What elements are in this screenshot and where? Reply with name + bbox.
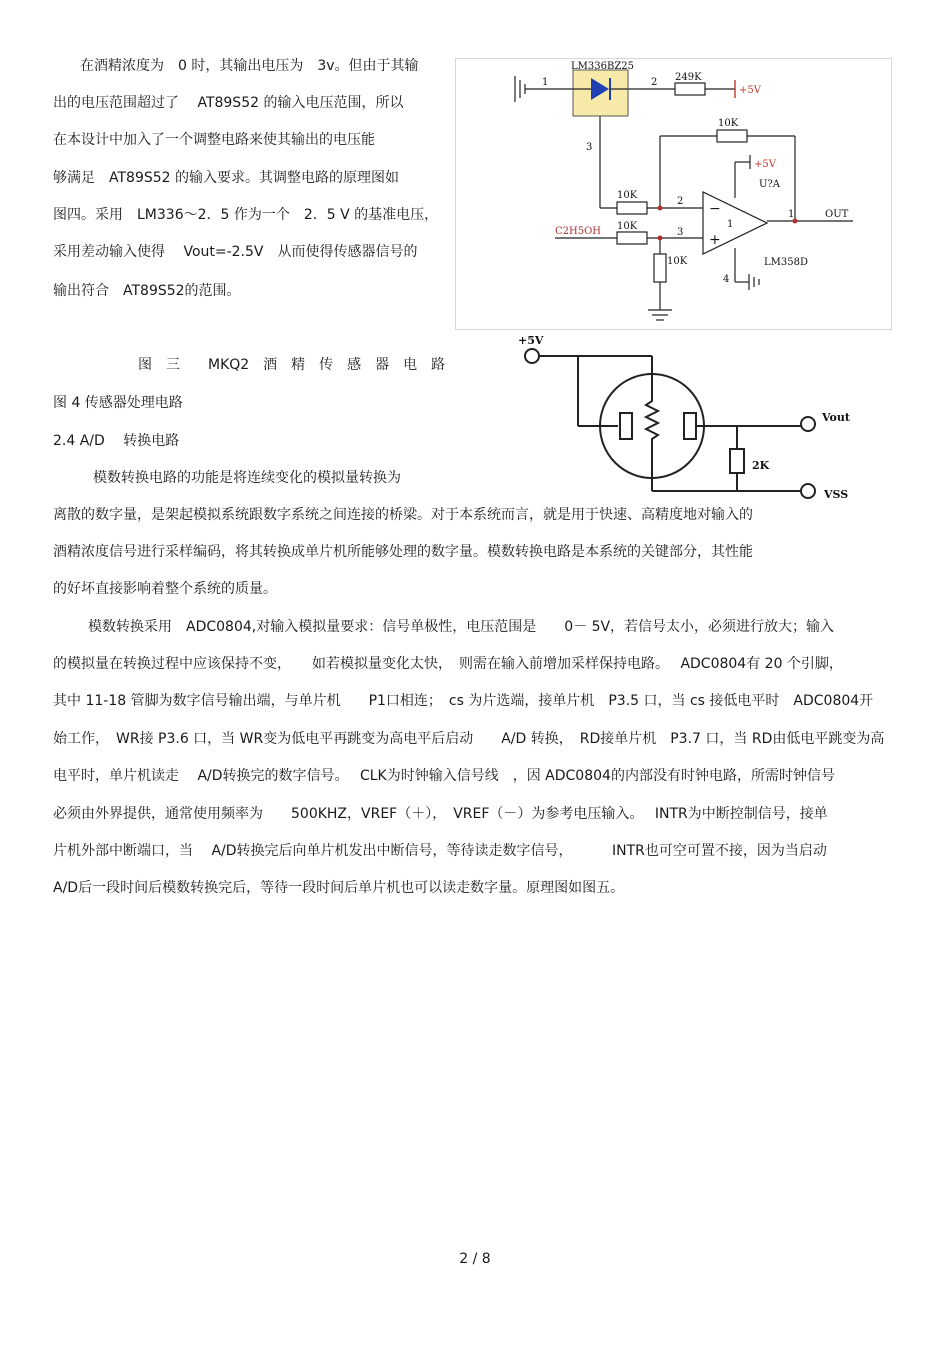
- vss-label: VSS: [824, 488, 849, 501]
- resistor-2k-label: 2K: [752, 459, 770, 472]
- resistor-249k-label: 249K: [675, 72, 702, 83]
- adc-intro-line-4: 的好坏直接影响着整个系统的质量。: [53, 581, 277, 597]
- input-resistor-1-label: 10K: [617, 190, 638, 201]
- input-resistor-2-label: 10K: [617, 221, 638, 232]
- ref-chip-label: LM336BZ25: [571, 61, 634, 72]
- adc-intro-line-2: 离散的数字量，是架起模拟系统跟数字系统之间连接的桥梁。对于本系统而言，就是用于快速、高精度地对输入的: [53, 507, 753, 523]
- opamp-plus-sign: +: [709, 232, 721, 248]
- opamp-pin1-label: 1: [727, 219, 734, 230]
- page-number: 2 / 8: [459, 1251, 491, 1267]
- adc-detail-line-5: 电平时，单片机读走 A/D转换完的数字信号。 CLK为时钟输入信号线 ，因 ADC0804的内部没有时钟电路，所需时钟信号: [53, 768, 835, 784]
- intro-line-2: 出的电压范围超过了 AT89S52 的输入电压范围，所以: [53, 95, 404, 111]
- feedback-resistor-label: 10K: [718, 118, 739, 129]
- intro-line-1: 在酒精浓度为 0 时，其输出电压为 3v。但由于其输: [80, 58, 419, 74]
- adc-detail-line-1: 模数转换采用 ADC0804,对输入模拟量要求：信号单极性，电压范围是 0－ 5V，若信号太小，必须进行放大；输入: [88, 619, 835, 635]
- vout-label: Vout: [822, 411, 850, 424]
- opamp-ref-label: U?A: [759, 179, 781, 190]
- figure-4-caption: 图 4 传感器处理电路: [53, 395, 183, 411]
- intro-line-4: 够满足 AT89S52 的输入要求。其调整电路的原理图如: [53, 170, 400, 186]
- intro-line-7: 输出符合 AT89S52的范围。: [53, 283, 241, 299]
- intro-line-3: 在本设计中加入了一个调整电路来使其输出的电压能: [53, 132, 375, 148]
- pin-3: 3: [586, 142, 593, 153]
- figure-3-caption: 图 三 MKQ2 酒 精 传 感 器 电 路: [138, 357, 446, 373]
- opamp-part-label: LM358D: [764, 257, 808, 268]
- sensor-processing-circuit: [455, 58, 892, 330]
- supply-label: +5V: [518, 334, 544, 347]
- pin-1b: 1: [788, 209, 795, 220]
- mkq2-sensor-circuit: [488, 331, 884, 506]
- pin-4: 4: [723, 274, 730, 285]
- output-label: OUT: [825, 209, 849, 220]
- ground-resistor-label: 10K: [667, 256, 688, 267]
- adc-intro-line-3: 酒精浓度信号进行采样编码，将其转换成单片机所能够处理的数字量。模数转换电路是本系统的关键部分，其性能: [53, 544, 753, 560]
- pin-3b: 3: [677, 227, 684, 238]
- opamp-minus-sign: −: [709, 201, 721, 217]
- adc-detail-line-7: 片机外部中断端口，当 A/D转换完后向单片机发出中断信号，等待读走数字信号， INTR也可空可置不接，因为当启动: [53, 843, 827, 859]
- adc-detail-line-3: 其中 11-18 管脚为数字信号输出端，与单片机 P1口相连； cs 为片选端，接单片机 P3.5 口，当 cs 接低电平时 ADC0804开: [53, 693, 874, 709]
- opamp-supply-label: +5V: [754, 159, 776, 170]
- supply-5v-label: +5V: [739, 85, 761, 96]
- adc-intro-line-1: 模数转换电路的功能是将连续变化的模拟量转换为: [93, 470, 401, 486]
- adc-detail-line-2: 的模拟量在转换过程中应该保持不变， 如若模拟量变化太快， 则需在输入前增加采样保持电路。 ADC0804有 20 个引脚，: [53, 656, 843, 672]
- adc-detail-line-8: A/D后一段时间后模数转换完后，等待一段时间后单片机也可以读走数字量。原理图如图五。: [53, 880, 625, 896]
- intro-line-5: 图四。采用 LM336～2．5 作为一个 2．5 V 的基准电压，: [53, 207, 439, 223]
- section-heading: 2.4 A/D 转换电路: [53, 433, 180, 449]
- intro-line-6: 采用差动输入使得 Vout=-2.5V 从而使得传感器信号的: [53, 244, 418, 260]
- pin-2b: 2: [677, 196, 684, 207]
- pin-1a: 1: [542, 77, 549, 88]
- adc-detail-line-6: 必须由外界提供，通常使用频率为 500KHZ，VREF（＋）， VREF（－）为参考电压输入。 INTR为中断控制信号，接单: [53, 806, 828, 822]
- input-signal-label: C2H5OH: [555, 226, 602, 237]
- pin-2a: 2: [651, 77, 658, 88]
- adc-detail-line-4: 始工作， WR接 P3.6 口，当 WR变为低电平再跳变为高电平后启动 A/D 转换， RD接单片机 P3.7 口，当 RD由低电平跳变为高: [53, 731, 885, 747]
